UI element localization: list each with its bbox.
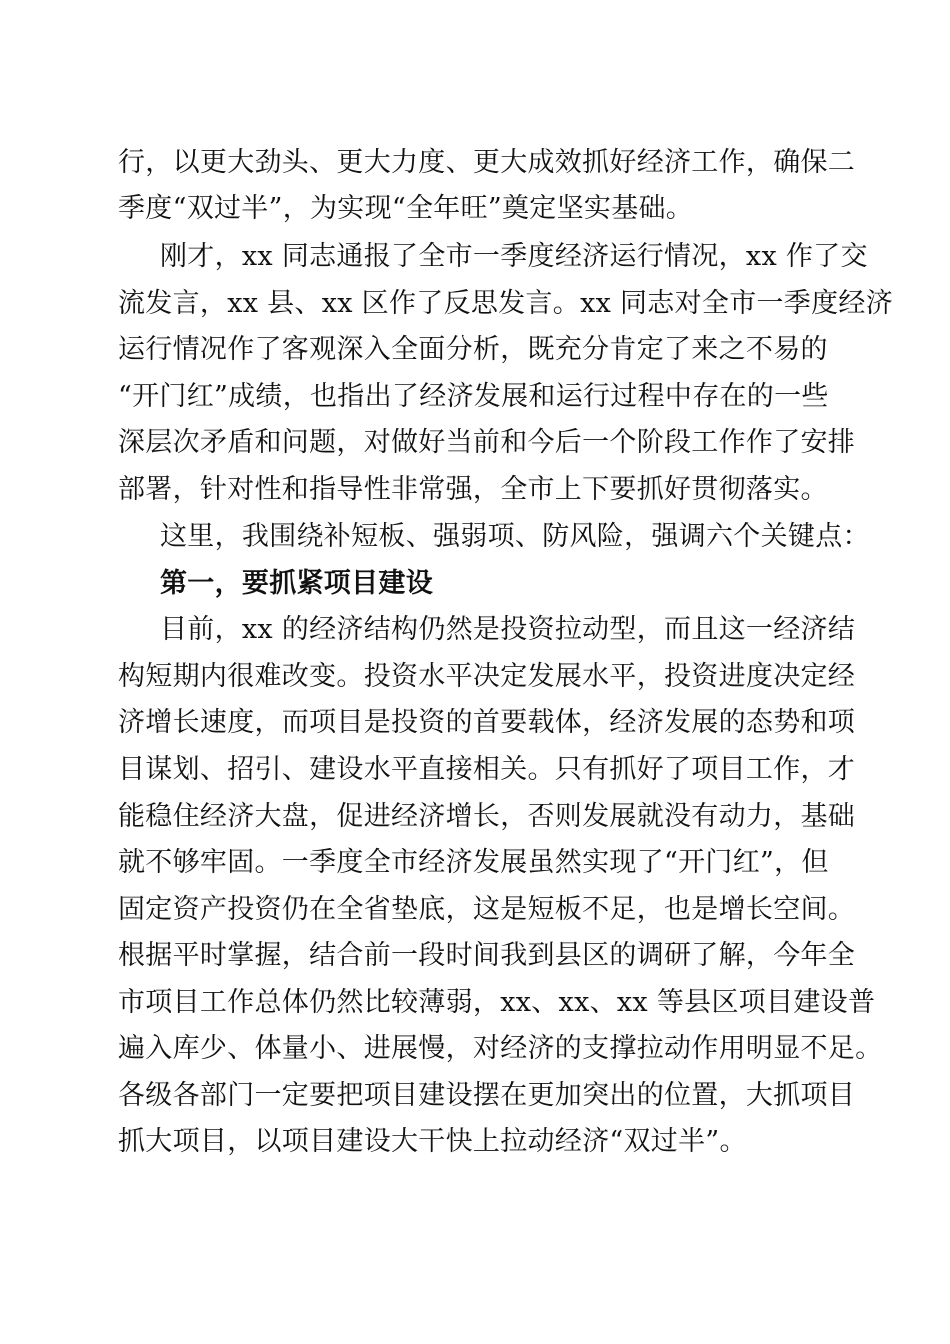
paragraph-first-line: 刚才，xx 同志通报了全市一季度经济运行情况，xx 作了交 <box>160 241 868 272</box>
text-line: 遍入库少、体量小、进展慢，对经济的支撑拉动作用明显不足。 <box>118 1033 883 1064</box>
text-line: 济增长速度，而项目是投资的首要载体，经济发展的态势和项 <box>118 707 856 738</box>
text-line: “开门红”成绩，也指出了经济发展和运行过程中存在的一些 <box>118 381 829 412</box>
text-line: 市项目工作总体仍然比较薄弱，xx、xx、xx 等县区项目建设普 <box>118 987 876 1018</box>
text-line: 运行情况作了客观深入全面分析，既充分肯定了来之不易的 <box>118 334 828 365</box>
text-line: 固定资产投资仍在全省垫底，这是短板不足，也是增长空间。 <box>118 894 856 925</box>
text-line: 流发言，xx 县、xx 区作了反思发言。xx 同志对全市一季度经济 <box>118 288 894 319</box>
text-line: 各级各部门一定要把项目建设摆在更加突出的位置，大抓项目 <box>118 1080 856 1111</box>
section-heading: 第一，要抓紧项目建设 <box>160 568 433 599</box>
text-line: 就不够牢固。一季度全市经济发展虽然实现了“开门红”，但 <box>118 847 829 878</box>
paragraph-first-line: 目前，xx 的经济结构仍然是投资拉动型，而且这一经济结 <box>160 614 856 645</box>
text-line: 部署，针对性和指导性非常强，全市上下要抓好贯彻落实。 <box>118 474 828 505</box>
text-line: 深层次矛盾和问题，对做好当前和今后一个阶段工作作了安排 <box>118 427 856 458</box>
text-line: 季度“双过半”，为实现“全年旺”奠定坚实基础。 <box>118 193 694 224</box>
text-line: 根据平时掌握，结合前一段时间我到县区的调研了解，今年全 <box>118 940 856 971</box>
text-line: 构短期内很难改变。投资水平决定发展水平，投资进度决定经 <box>118 661 856 692</box>
text-line: 能稳住经济大盘，促进经济增长，否则发展就没有动力，基础 <box>118 801 856 832</box>
text-line: 抓大项目，以项目建设大干快上拉动经济“双过半”。 <box>118 1126 747 1157</box>
paragraph-first-line: 这里，我围绕补短板、强弱项、防风险，强调六个关键点： <box>160 521 870 552</box>
text-line: 目谋划、招引、建设水平直接相关。只有抓好了项目工作，才 <box>118 754 856 785</box>
text-line: 行，以更大劲头、更大力度、更大成效抓好经济工作，确保二 <box>118 147 856 178</box>
